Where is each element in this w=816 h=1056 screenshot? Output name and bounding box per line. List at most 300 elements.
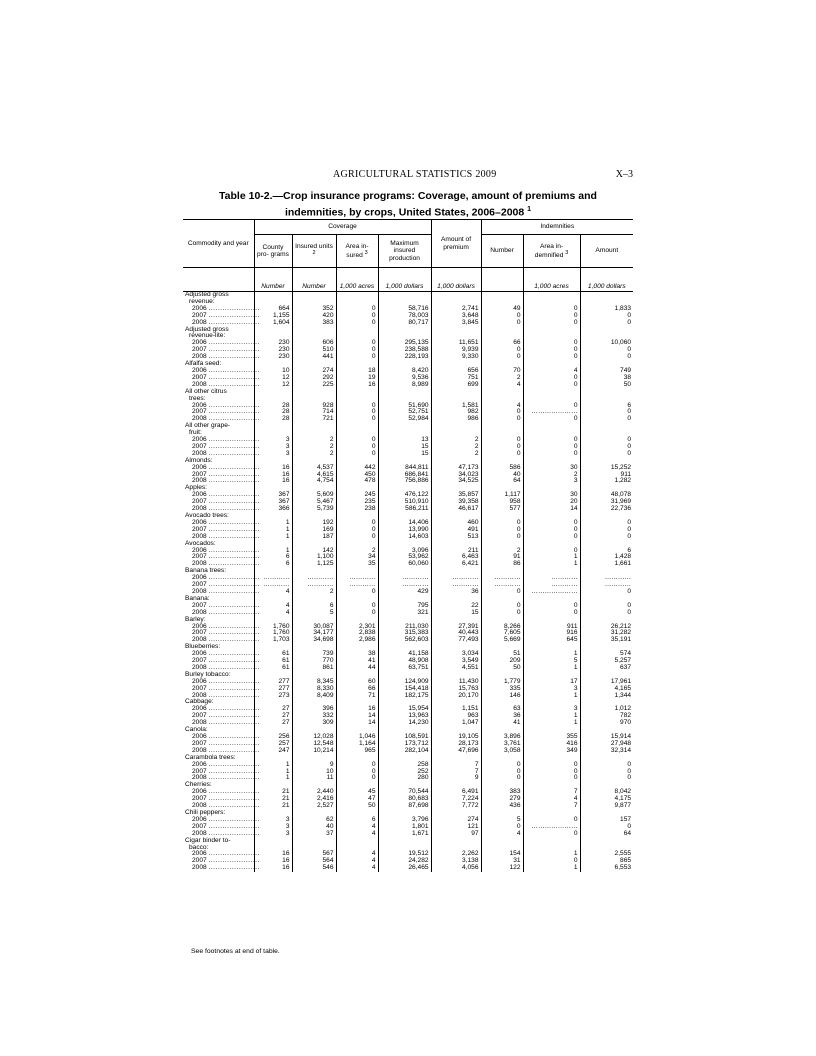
leader-dots: ...................... [208,311,260,319]
leader-dots: ...................... [208,408,260,416]
leader-dots: ...................... [208,719,260,727]
data-cell: 6 [254,554,292,561]
data-cell: 0 [336,347,378,354]
data-cell: 10,214 [292,748,336,755]
unit-label: Number [292,268,336,292]
data-cell: 4 [254,603,292,610]
data-cell: 182,175 [378,693,431,700]
data-cell: 436 [481,803,523,810]
data-cell: 257 [254,741,292,748]
leader-dots: ...................... [208,470,260,478]
data-cell: 61 [254,665,292,672]
commodity-name: bacco: [189,843,209,851]
data-cell: 4,056 [431,865,481,872]
data-cell: 0 [523,775,580,782]
leader-dots: ...................... [208,477,260,485]
data-cell: 16 [254,465,292,472]
data-cell: 491 [431,527,481,534]
data-cell: 3,096 [378,548,431,555]
indemnity-amount-header: Amount [580,235,633,268]
data-cell: 28 [254,416,292,423]
leader-dots: ...................... [208,525,260,533]
data-cell [523,513,580,520]
units-row [183,268,633,292]
data-cell: 66 [336,686,378,693]
data-cell: 39,358 [431,499,481,506]
data-cell: 3 [254,831,292,838]
leader-dots: ...................... [208,553,260,561]
data-cell: 0 [336,527,378,534]
data-cell: 1,581 [431,403,481,410]
year-label: 2008 [192,380,207,388]
data-cell: 2 [292,437,336,444]
year-label: 2007 [192,822,207,830]
data-cell: 14,603 [378,534,431,541]
data-cell: 44 [336,665,378,672]
data-cell: 0 [523,817,580,824]
data-cell: 0 [481,354,523,361]
data-cell: ………… [336,582,378,589]
year-cell [183,864,260,872]
data-cell: 30 [523,465,580,472]
data-cell: 15,914 [580,734,633,741]
data-cell: 0 [523,403,580,410]
data-cell: 0 [336,444,378,451]
data-cell: 27 [254,706,292,713]
data-cell: 3,549 [431,658,481,665]
year-label: 2007 [192,470,207,478]
data-cell: ………… [431,582,481,589]
data-cell: 315,383 [378,630,431,637]
data-cell: 928 [292,403,336,410]
data-cell [378,423,431,430]
data-cell: 225 [292,382,336,389]
data-cell: 21 [254,789,292,796]
data-cell: 442 [336,465,378,472]
data-cell: 0 [481,589,523,596]
unit-label: 1,000 acres [523,268,580,292]
data-cell [580,396,633,403]
data-cell: 3,845 [431,320,481,327]
data-cell: 48,908 [378,658,431,665]
year-label: 2006 [192,677,207,685]
data-cell: 11 [292,775,336,782]
data-cell: 1 [523,561,580,568]
data-cell: 154 [481,851,523,858]
commodity-name: Cabbage: [185,698,214,706]
data-cell: 1 [254,762,292,769]
data-cell: 238 [336,506,378,513]
data-cell: 1 [523,713,580,720]
data-cell: 4 [523,796,580,803]
units-stub [183,268,254,292]
data-cell: 28 [254,403,292,410]
stub-header: Commodity and year [183,220,254,268]
leader-dots: ...................... [208,657,260,665]
year-label: 2008 [192,587,207,595]
commodity-name: revenue: [189,297,215,305]
data-cell: 146 [481,693,523,700]
data-cell: 0 [580,824,633,831]
data-cell: 510,910 [378,499,431,506]
data-cell: 0 [523,858,580,865]
data-cell: 13 [378,437,431,444]
commodity-name: revenue-lite: [189,332,226,340]
data-cell: 47,696 [431,748,481,755]
commodity-heading-row [183,838,633,845]
commodity-name: Alfalfa seed: [185,360,222,368]
leader-dots: ...................... [208,677,260,685]
data-cell: 420 [292,313,336,320]
year-label: 2008 [192,532,207,540]
data-cell: 63 [481,706,523,713]
data-cell [336,292,378,299]
data-cell: 63,751 [378,665,431,672]
data-cell: ………… [292,575,336,582]
leader-dots: ...................... [208,774,260,782]
data-cell: 4 [336,851,378,858]
data-cell: 27 [254,713,292,720]
year-label: 2007 [192,498,207,506]
data-cell: 3,796 [378,817,431,824]
data-cell: 6,421 [431,561,481,568]
year-label: 2006 [192,491,207,499]
year-label: 2008 [192,560,207,568]
data-cell: 1 [523,720,580,727]
data-cell: 0 [580,416,633,423]
leader-dots: ...................... [208,518,260,526]
data-cell: 4 [336,824,378,831]
leader-dots: ...................... [208,491,260,499]
data-cell: 87,698 [378,803,431,810]
data-cell: 16 [254,858,292,865]
data-cell: 1 [254,527,292,534]
data-cell: 1,151 [431,706,481,713]
year-label: 2006 [192,339,207,347]
data-cell: 429 [378,589,431,596]
data-cell [523,755,580,762]
year-label: 2007 [192,408,207,416]
leader-dots: ...................... [208,795,260,803]
year-label: 2008 [192,746,207,754]
data-cell: 0 [523,769,580,776]
data-cell: 66 [481,340,523,347]
data-cell: 4 [523,368,580,375]
data-cell: 1 [523,693,580,700]
data-cell: 3 [254,824,292,831]
data-cell: 70,544 [378,789,431,796]
leader-dots: ...................... [208,739,260,747]
year-label: 2006 [192,650,207,658]
leader-dots: ...................... [208,505,260,513]
data-cell: 9,939 [431,347,481,354]
commodity-name: trees: [189,394,206,402]
data-cell: 108,591 [378,734,431,741]
leader-dots: ...................... [208,650,260,658]
year-label: 2006 [192,366,207,374]
data-cell: 0 [481,762,523,769]
data-cell [580,755,633,762]
data-cell: 2,555 [580,851,633,858]
leader-dots: ...................... [208,318,260,326]
data-cell: ………… [431,575,481,582]
data-cell: 2 [431,437,481,444]
year-label: 2008 [192,636,207,644]
premium-header: Amount of premium [431,220,481,268]
table-row [183,506,633,513]
data-cell [254,838,292,845]
data-cell: 9,877 [580,803,633,810]
data-cell: 187 [292,534,336,541]
data-cell: 124,909 [378,679,431,686]
data-cell [523,596,580,603]
data-cell: 0 [580,603,633,610]
data-cell: 586 [481,465,523,472]
data-cell: 911 [580,472,633,479]
leader-dots: ...................... [208,449,260,457]
year-label: 2006 [192,463,207,471]
data-cell [336,838,378,845]
data-cell: 17,961 [580,679,633,686]
data-cell: 970 [580,720,633,727]
data-cell: 0 [336,520,378,527]
table-row [183,637,633,644]
data-cell: 3 [523,686,580,693]
table-row [183,534,633,541]
data-cell: 1,604 [254,320,292,327]
leader-dots: ...................... [208,629,260,637]
data-cell [523,782,580,789]
data-cell: 0 [336,409,378,416]
year-label: 2006 [192,304,207,312]
county-programs-header: County pro- grams [254,235,292,268]
data-cell: 865 [580,858,633,865]
data-cell: 562,603 [378,637,431,644]
data-cell: 64 [580,831,633,838]
data-cell: 6 [292,603,336,610]
table-title-text: indemnities, by crops, United States, 2006–2008 [284,206,525,219]
data-cell: 0 [523,354,580,361]
data-cell [523,292,580,299]
data-cell: 16 [254,472,292,479]
commodity-name: Canola: [185,726,208,734]
data-cell: 16 [254,865,292,872]
data-cell: 0 [336,313,378,320]
table-row [183,354,633,361]
data-cell: 192 [292,520,336,527]
commodity-name: All other citrus [185,387,227,395]
year-label: 2008 [192,608,207,616]
data-cell: 279 [481,796,523,803]
data-cell [523,845,580,852]
data-cell: 8,409 [292,693,336,700]
data-cell: 982 [431,409,481,416]
leader-dots: ...................... [208,581,260,589]
year-label: 2006 [192,436,207,444]
data-cell: 7 [523,803,580,810]
data-cell [431,389,481,396]
data-cell: 0 [481,320,523,327]
year-label: 2007 [192,601,207,609]
table-row [183,775,633,782]
data-cell: 16 [254,478,292,485]
unit-label: 1,000 dollars [580,268,633,292]
data-cell [580,430,633,437]
data-cell: 1,117 [481,492,523,499]
data-cell: 16 [336,382,378,389]
year-label: 2008 [192,505,207,513]
data-cell: 173,712 [378,741,431,748]
commodity-name: Blueberries: [185,643,221,651]
data-cell: 0 [336,775,378,782]
data-cell: 157 [580,817,633,824]
data-cell [481,292,523,299]
data-cell [481,389,523,396]
data-cell: 22,736 [580,506,633,513]
data-cell: 0 [481,409,523,416]
data-cell: 235 [336,499,378,506]
insured-units-header [292,235,336,268]
data-cell: 1,671 [378,831,431,838]
leader-dots: ...................... [208,560,260,568]
year-label: 2008 [192,774,207,782]
data-cell: 1 [523,554,580,561]
data-cell: 0 [481,769,523,776]
data-cell: 0 [580,762,633,769]
data-cell: 8,330 [292,686,336,693]
data-cell [481,423,523,430]
data-cell: 122 [481,865,523,872]
leader-dots: ...................... [208,691,260,699]
data-cell: 97 [431,831,481,838]
data-cell: 0 [523,340,580,347]
data-cell: 8,989 [378,382,431,389]
data-cell: 47,173 [431,465,481,472]
year-label: 2008 [192,449,207,457]
data-cell: 70 [481,368,523,375]
data-cell: 0 [336,306,378,313]
data-cell: 7 [431,762,481,769]
data-cell: 252 [378,769,431,776]
commodity-heading-row [183,423,633,430]
data-cell: 35,191 [580,637,633,644]
commodity-name: Avocado trees: [185,512,229,519]
data-cell: 9,330 [431,354,481,361]
data-cell: 6 [580,548,633,555]
data-cell: 3 [254,444,292,451]
data-cell: 2 [523,472,580,479]
data-cell: 861 [292,665,336,672]
data-cell: 45 [336,789,378,796]
data-cell: 574 [580,651,633,658]
insured-units-footnote-ref: 2 [312,249,316,256]
data-cell [378,292,431,299]
data-cell: 2,440 [292,789,336,796]
data-cell: 1,428 [580,554,633,561]
data-cell [523,333,580,340]
data-cell: 2,838 [336,630,378,637]
leader-dots: ...................... [208,353,260,361]
data-cell: 169 [292,527,336,534]
leader-dots: ...................... [208,850,260,858]
data-cell [481,838,523,845]
data-cell: ………… [336,575,378,582]
data-cell: 30,087 [292,624,336,631]
data-cell: ………… [580,575,633,582]
unit-label: 1,000 acres [336,268,378,292]
data-cell [523,361,580,368]
data-cell: 14 [336,720,378,727]
data-cell: 34,177 [292,630,336,637]
data-cell [254,423,292,430]
data-cell: 366 [254,506,292,513]
data-cell: 0 [580,520,633,527]
data-cell: 47 [336,796,378,803]
data-cell: 3 [523,706,580,713]
data-cell: 0 [580,347,633,354]
table-row [183,478,633,485]
year-label: 2006 [192,401,207,409]
data-cell: 0 [336,451,378,458]
data-cell: 292 [292,375,336,382]
data-cell: 0 [523,527,580,534]
data-cell: ………… [481,582,523,589]
table-title-line-2 [183,203,633,220]
data-cell: 11,430 [431,679,481,686]
year-label: 2008 [192,663,207,671]
data-cell: 0 [481,451,523,458]
leader-dots: ...................... [208,760,260,768]
table-row [183,693,633,700]
leader-dots: ...................... [208,608,260,616]
data-cell: 15,252 [580,465,633,472]
data-cell: ………… [580,582,633,589]
data-cell: 0 [336,416,378,423]
data-cell: 3 [254,817,292,824]
data-cell: 12,028 [292,734,336,741]
data-cell: 1 [254,548,292,555]
data-cell: 2 [292,444,336,451]
data-cell: 1,125 [292,561,336,568]
leader-dots: ...................... [208,829,260,837]
table-row [183,831,633,838]
data-cell [431,755,481,762]
data-cell: 36 [481,713,523,720]
data-cell: 295,135 [378,340,431,347]
unit-label: 1,000 dollars [378,268,431,292]
data-cell: 12 [254,375,292,382]
table-title [183,190,633,220]
table-row [183,561,633,568]
area-insured-header [336,235,378,268]
data-cell: 34,023 [431,472,481,479]
data-cell: 1,012 [580,706,633,713]
data-cell: 965 [336,748,378,755]
data-cell: 142 [292,548,336,555]
data-cell: 32,314 [580,748,633,755]
data-cell: 4,551 [431,665,481,672]
data-cell: 9,536 [378,375,431,382]
data-cell: 0 [523,416,580,423]
data-cell: 2,741 [431,306,481,313]
leader-dots: ...................... [208,574,260,582]
data-cell [292,423,336,430]
data-cell: 4 [481,831,523,838]
data-cell: ………… [378,582,431,589]
data-cell: 1 [523,665,580,672]
leader-dots: ...................... [208,788,260,796]
leader-dots: ...................... [208,822,260,830]
